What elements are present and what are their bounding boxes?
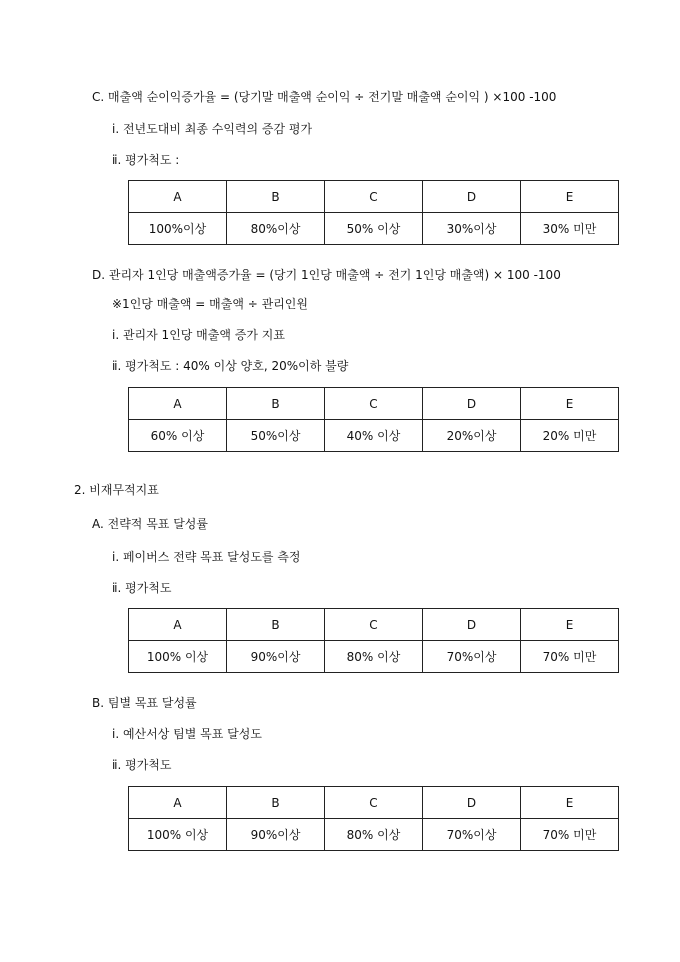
- section-d-note: ※1인당 매출액 = 매출액 ÷ 관리인원: [112, 297, 308, 311]
- grade-cell: C: [325, 787, 423, 819]
- grade-cell: B: [227, 609, 325, 641]
- grade-cell: B: [227, 181, 325, 213]
- section-d-desc: ⅰ. 관리자 1인당 매출액 증가 지표: [112, 328, 285, 342]
- grade-cell: A: [129, 181, 227, 213]
- grade-value-row: [129, 819, 619, 851]
- grade-value-cell: 90%이상: [227, 819, 325, 851]
- grade-header-row: [129, 609, 619, 641]
- grade-value-cell: 100% 이상: [129, 819, 227, 851]
- grade-value-cell: 20%이상: [423, 420, 521, 452]
- grade-value-row: [129, 420, 619, 452]
- grade-value-row: [129, 641, 619, 673]
- grade-cell: C: [325, 388, 423, 420]
- section-b-scale-label: ⅱ. 평가척도: [112, 758, 172, 772]
- grade-cell: E: [521, 787, 619, 819]
- grade-table-a: [128, 608, 619, 673]
- section-a-desc: ⅰ. 페이버스 전략 목표 달성도를 측정: [112, 550, 301, 564]
- section-a-scale-label: ⅱ. 평가척도: [112, 581, 172, 595]
- grade-value-cell: 70% 미만: [521, 641, 619, 673]
- grade-value-cell: 70% 미만: [521, 819, 619, 851]
- grade-value-cell: 80% 이상: [325, 641, 423, 673]
- grade-table-b: [128, 786, 619, 851]
- grade-cell: D: [423, 181, 521, 213]
- nonfinancial-heading: 2. 비재무적지표: [74, 483, 159, 497]
- section-d-heading: D. 관리자 1인당 매출액증가율 = (당기 1인당 매출액 ÷ 전기 1인당 매출액) × 100 -100: [92, 268, 561, 282]
- grade-header-row: [129, 787, 619, 819]
- grade-cell: D: [423, 787, 521, 819]
- section-b-desc: ⅰ. 예산서상 팀별 목표 달성도: [112, 727, 262, 741]
- grade-cell: D: [423, 609, 521, 641]
- section-a-heading: A. 전략적 목표 달성률: [92, 517, 208, 531]
- grade-cell: E: [521, 609, 619, 641]
- section-d-scale-label: ⅱ. 평가척도 : 40% 이상 양호, 20%이하 불량: [112, 359, 349, 373]
- grade-value-cell: 90%이상: [227, 641, 325, 673]
- grade-header-row: [129, 388, 619, 420]
- grade-cell: A: [129, 388, 227, 420]
- grade-cell: B: [227, 388, 325, 420]
- section-c-scale-label: ⅱ. 평가척도 :: [112, 153, 180, 167]
- grade-cell: C: [325, 609, 423, 641]
- grade-cell: A: [129, 609, 227, 641]
- grade-header-row: [129, 181, 619, 213]
- grade-value-cell: 80% 이상: [325, 819, 423, 851]
- grade-cell: E: [521, 388, 619, 420]
- section-c-heading: C. 매출액 순이익증가율 = (당기말 매출액 순이익 ÷ 전기말 매출액 순이익 ) ×100 -100: [92, 90, 557, 104]
- grade-value-cell: 50%이상: [227, 420, 325, 452]
- grade-value-cell: 30%이상: [423, 213, 521, 245]
- grade-value-cell: 60% 이상: [129, 420, 227, 452]
- grade-cell: B: [227, 787, 325, 819]
- section-b-heading: B. 팀별 목표 달성률: [92, 696, 197, 710]
- grade-cell: E: [521, 181, 619, 213]
- grade-value-cell: 20% 미만: [521, 420, 619, 452]
- grade-value-row: [129, 213, 619, 245]
- section-c-desc: ⅰ. 전년도대비 최종 수익력의 증감 평가: [112, 122, 313, 136]
- grade-cell: C: [325, 181, 423, 213]
- grade-cell: D: [423, 388, 521, 420]
- grade-table-d: [128, 387, 619, 452]
- grade-value-cell: 70%이상: [423, 641, 521, 673]
- grade-value-cell: 100%이상: [129, 213, 227, 245]
- grade-value-cell: 50% 이상: [325, 213, 423, 245]
- grade-table-c: [128, 180, 619, 245]
- grade-value-cell: 30% 미만: [521, 213, 619, 245]
- grade-value-cell: 40% 이상: [325, 420, 423, 452]
- grade-cell: A: [129, 787, 227, 819]
- grade-value-cell: 100% 이상: [129, 641, 227, 673]
- grade-value-cell: 70%이상: [423, 819, 521, 851]
- grade-value-cell: 80%이상: [227, 213, 325, 245]
